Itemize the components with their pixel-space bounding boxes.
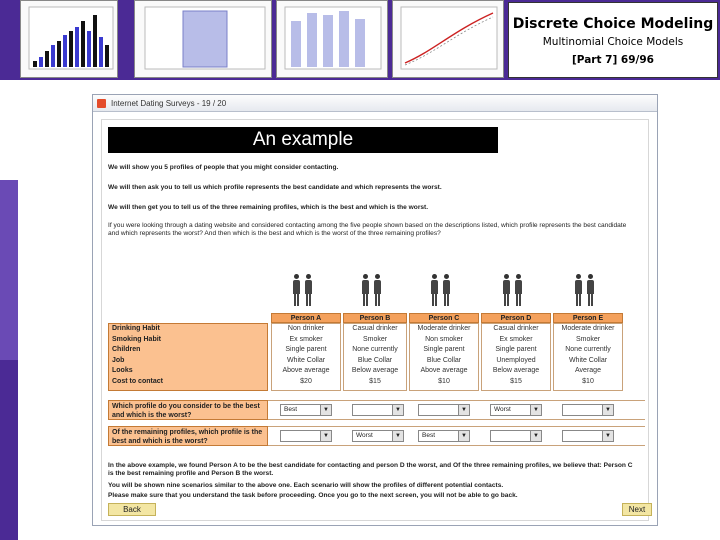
profile-c-looks: Above average: [420, 367, 468, 374]
left-accent-segment: [0, 180, 18, 360]
question-remaining: Of the remaining profiles, which profile is the best and which is the worst?: [108, 426, 268, 446]
instruction-1: We will show you 5 profiles of people that you might consider contacting.: [108, 164, 339, 171]
profile-column-d: [481, 323, 551, 391]
instruction-3: We will then get you to tell us of the three remaining profiles, which is the best and which is the worst.: [108, 204, 429, 211]
chevron-down-icon[interactable]: ▼: [320, 405, 331, 415]
profile-e-smoking: Smoker: [575, 335, 601, 343]
q2-person-b-select[interactable]: [352, 430, 404, 442]
person-icon: [292, 274, 300, 306]
person-d-figures: [502, 274, 562, 308]
profile-b-cost: $15: [369, 377, 381, 385]
slide-title: Discrete Choice Modeling: [512, 16, 714, 32]
profile-a-cost: $20: [300, 377, 312, 385]
chevron-down-icon[interactable]: ▼: [530, 431, 541, 441]
profile-d-children: Single parent: [495, 346, 537, 353]
q2-person-c-select[interactable]: [418, 430, 470, 442]
attribute-children: Children: [112, 346, 141, 353]
person-icon: [361, 274, 369, 306]
nine-scenarios-text: You will be shown nine scenarios similar to the above one. Each scenario will show the profiles of different potential contacts.: [108, 482, 504, 489]
profile-column-c: [409, 323, 479, 391]
attribute-list: [108, 323, 268, 391]
profile-c-children: Single parent: [423, 346, 465, 353]
chevron-down-icon[interactable]: ▼: [320, 431, 331, 441]
slide-banner: [0, 0, 720, 80]
q1-person-b-select[interactable]: [352, 404, 404, 416]
select-value: Worst: [494, 406, 511, 413]
select-value: Best: [422, 432, 436, 439]
profile-column-a: [271, 323, 341, 391]
slide-title-box: [508, 2, 718, 78]
browser-icon: [97, 99, 106, 108]
select-value: Best: [284, 406, 298, 413]
person-c-header: Person C: [409, 313, 479, 323]
chevron-down-icon[interactable]: ▼: [392, 431, 403, 441]
single-bar-thumbnail-graphic: [135, 1, 271, 77]
thumbnail-column-chart: [276, 0, 388, 78]
chevron-down-icon[interactable]: ▼: [458, 431, 469, 441]
slide-subtitle: Multinomial Choice Models: [542, 36, 684, 48]
q2-person-e-select[interactable]: [562, 430, 614, 442]
person-a-figures: [292, 274, 352, 308]
person-icon: [373, 274, 381, 306]
person-e-figures: [574, 274, 634, 308]
profile-e-cost: $10: [582, 377, 594, 385]
slide-page-number: [Part 7] 69/96: [572, 54, 654, 66]
proceed-note: Please make sure that you understand the task before proceeding. Once you go to the next screen, you will not be able to go back.: [108, 492, 518, 499]
q1-person-a-select[interactable]: [280, 404, 332, 416]
bar-chart-thumbnail-graphic: [21, 1, 117, 77]
left-accent-bar: [0, 80, 18, 540]
profile-b-smoking: Smoker: [362, 335, 388, 343]
chevron-down-icon[interactable]: ▼: [602, 431, 613, 441]
profile-c-cost: $10: [438, 377, 450, 385]
profile-e-looks: Average: [575, 367, 601, 374]
profile-c-job: Blue Collar: [426, 356, 462, 364]
q2-person-a-select[interactable]: [280, 430, 332, 442]
person-icon: [430, 274, 438, 306]
attribute-drinking: Drinking Habit: [112, 325, 160, 332]
person-icon: [304, 274, 312, 306]
thumbnail-bar-chart: [20, 0, 118, 78]
person-icon: [574, 274, 582, 306]
profile-d-smoking: Ex smoker: [499, 335, 533, 343]
back-button[interactable]: Back: [108, 503, 156, 516]
scenario-text: If you were looking through a dating website and considered contacting among the five people shown based on the descriptions listed, which profile represents the best candidate and which represents the worst? And then which is the best and which is the worst of the three remaining profiles?: [108, 222, 627, 237]
profile-d-job: Unemployed: [496, 356, 536, 364]
next-button[interactable]: Next: [622, 503, 652, 516]
profile-column-e: [553, 323, 623, 391]
profile-b-children: None currently: [352, 346, 398, 353]
person-icon: [586, 274, 594, 306]
profile-a-children: Single parent: [285, 346, 327, 353]
chevron-down-icon[interactable]: ▼: [392, 405, 403, 415]
thumbnail-line-chart: [392, 0, 504, 78]
chevron-down-icon[interactable]: ▼: [602, 405, 613, 415]
profile-a-looks: Above average: [282, 367, 330, 374]
profile-e-drinking: Moderate drinker: [561, 325, 615, 332]
select-value: Worst: [356, 432, 373, 439]
thumbnail-single-bar: [134, 0, 272, 78]
attribute-cost: Cost to contact: [112, 377, 163, 385]
profile-a-job: White Collar: [286, 356, 326, 364]
chevron-down-icon[interactable]: ▼: [530, 405, 541, 415]
profile-e-children: None currently: [565, 346, 611, 353]
summary-text: In the above example, we found Person A to be the best candidate for contacting and person D the worst, and Of the three remaining profiles, we believe that: Person C is the best remaining profile and Person B the worst.: [108, 462, 633, 477]
instruction-2: We will then ask you to tell us which profile represents the best candidate and which represents the worst.: [108, 184, 442, 191]
attribute-job: Job: [112, 356, 125, 364]
person-a-header: Person A: [271, 313, 341, 323]
profile-e-job: White Collar: [568, 356, 608, 364]
chevron-down-icon[interactable]: ▼: [458, 405, 469, 415]
survey-window: [92, 94, 658, 526]
profile-b-job: Blue Collar: [357, 356, 393, 364]
profile-d-looks: Below average: [492, 367, 540, 374]
person-icon: [442, 274, 450, 306]
person-icon: [502, 274, 510, 306]
window-title-bar: [93, 95, 657, 112]
profile-a-smoking: Ex smoker: [289, 335, 323, 343]
person-icon: [514, 274, 522, 306]
left-accent-segment-dark: [0, 360, 18, 540]
profile-d-drinking: Casual drinker: [493, 325, 539, 332]
attribute-looks: Looks: [112, 367, 133, 374]
profile-column-b: [343, 323, 407, 391]
profile-d-cost: $15: [510, 377, 522, 385]
window-title: Internet Dating Surveys - 19 / 20: [111, 99, 227, 108]
profile-c-smoking: Non smoker: [425, 335, 463, 343]
profile-a-drinking: Non drinker: [287, 325, 325, 332]
survey-page: [101, 119, 649, 521]
profile-c-drinking: Moderate drinker: [417, 325, 471, 332]
profile-b-drinking: Casual drinker: [352, 325, 398, 332]
column-chart-thumbnail-graphic: [277, 1, 387, 77]
q2-person-d-select[interactable]: [490, 430, 542, 442]
person-b-header: Person B: [343, 313, 407, 323]
person-c-figures: [430, 274, 490, 308]
line-chart-thumbnail-graphic: [393, 1, 503, 77]
person-e-header: Person E: [553, 313, 623, 323]
question-best-worst: Which profile do you consider to be the best and which is the worst?: [108, 400, 268, 420]
example-heading: An example: [108, 127, 498, 153]
person-d-header: Person D: [481, 313, 551, 323]
attribute-smoking: Smoking Habit: [112, 335, 162, 343]
profile-b-looks: Below average: [351, 367, 399, 374]
person-b-figures: [361, 274, 421, 308]
q1-person-e-select[interactable]: [562, 404, 614, 416]
q1-person-c-select[interactable]: [418, 404, 470, 416]
q1-person-d-select[interactable]: [490, 404, 542, 416]
